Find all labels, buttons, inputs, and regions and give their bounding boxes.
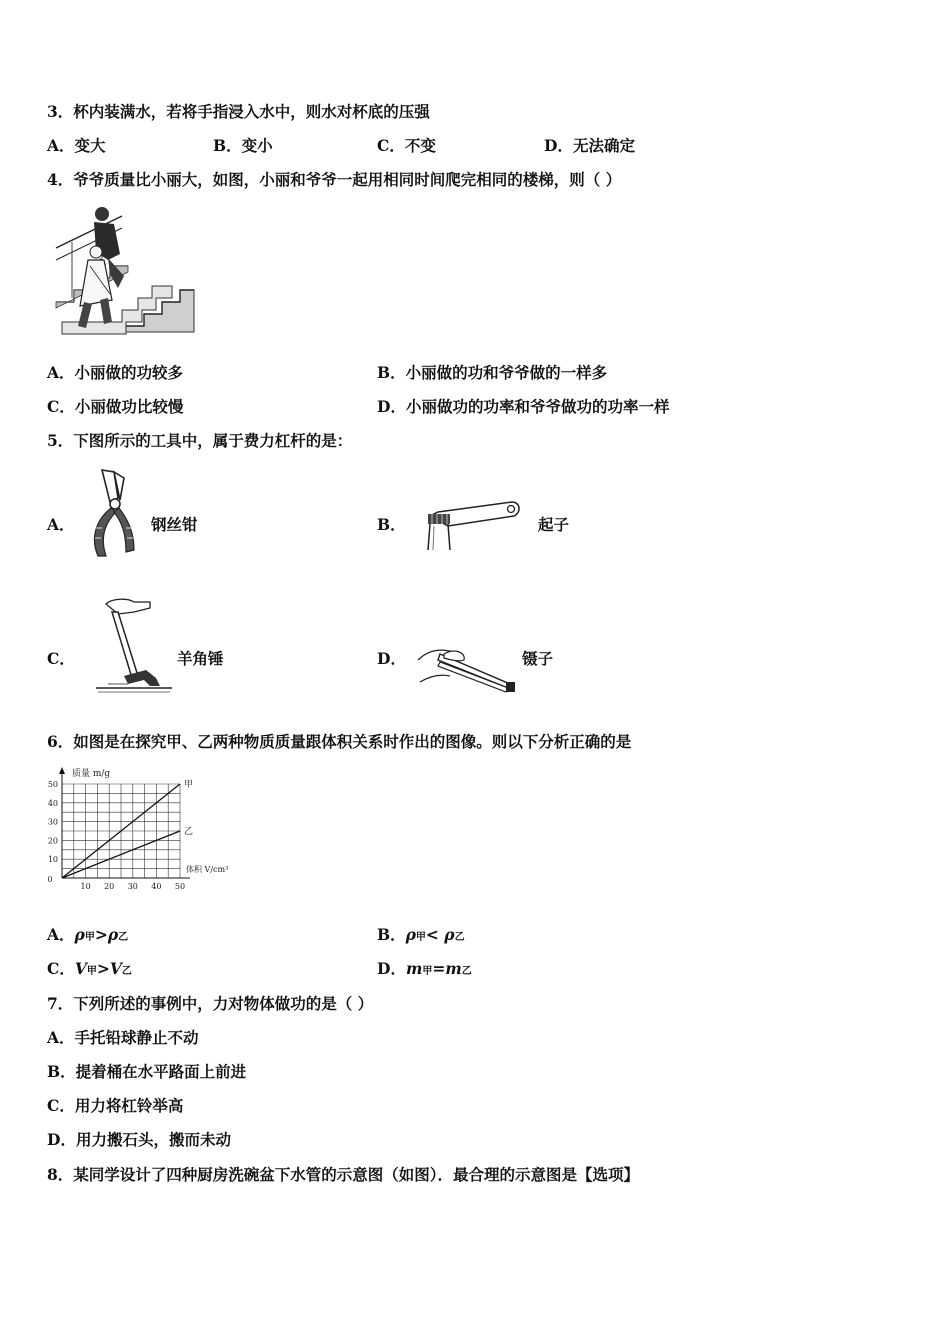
q5-letter-c: C． [47,649,75,668]
q6-option-d-m2: =m [432,959,462,978]
q3-option-d: D．无法确定 [544,136,635,155]
q6-option-d-letter: D． [377,959,406,978]
q6-option-b [377,925,465,948]
q6-option-a-sub1: 甲 [84,932,95,943]
q6-option-b-sub1: 甲 [415,932,426,943]
q8-stem: 8．某同学设计了四种厨房洗碗盆下水管的示意图（如图）．最合理的示意图是【选项】 [47,1165,640,1184]
mass-volume-chart [42,760,252,895]
q4-option-c: C．小丽做功比较慢 [47,397,184,416]
q6-option-c-sub2: 乙 [121,966,132,977]
q5-tool-b: 起子 [538,515,570,534]
q3-option-b: B．变小 [213,136,273,155]
q6-option-d [377,959,472,982]
x-tick-label: 30 [127,882,138,891]
q7-option-a: A．手托铅球静止不动 [47,1028,199,1047]
q3-option-c: C．不变 [377,136,436,155]
q6-option-c [47,959,132,982]
q6-option-b-rho1: ρ [405,925,416,944]
series-label: 乙 [184,827,194,837]
q5-stem: 5．下图所示的工具中，属于费力杠杆的是： [47,431,353,450]
q6-option-d-sub2: 乙 [461,966,472,977]
q6-option-b-letter: B． [377,925,406,944]
q5-tool-c: 羊角锤 [177,649,224,668]
q5-letter-a: A． [47,515,75,534]
q4-stem: 4．爷爷质量比小丽大，如图，小丽和爷爷一起用相同时间爬完相同的楼梯，则（ ） [47,170,622,189]
q6-stem: 6．如图是在探究甲、乙两种物质质量跟体积关系时作出的图像。则以下分析正确的是 [47,732,632,751]
q6-option-c-v2: >V [96,959,122,978]
q6-option-b-sub2: 乙 [454,932,465,943]
y-tick-label: 40 [47,798,58,808]
q3-option-a: A．变大 [47,136,106,155]
q7-stem: 7．下列所述的事例中，力对物体做功的是（ ） [47,994,374,1013]
q5-letter-b: B． [377,515,406,534]
q3-stem: 3．杯内装满水，若将手指浸入水中，则水对杯底的压强 [47,102,430,121]
y-axis-label: 质量 m/g [72,769,111,779]
q6-option-a-sub2: 乙 [118,932,129,943]
q6-option-d-sub1: 甲 [422,966,433,977]
y-tick-label: 10 [47,855,58,865]
q5-letter-d: D． [377,649,406,668]
tweezers-icon [414,640,518,694]
q4-option-b: B．小丽做的功和爷爷做的一样多 [377,363,608,382]
q6-option-a-letter: A． [47,925,75,944]
q6-option-c-v1: V [74,959,87,978]
q7-option-c: C．用力将杠铃举高 [47,1096,184,1115]
q7-option-d: D．用力搬石头，搬而未动 [47,1130,231,1149]
q6-option-a [47,925,128,948]
q6-option-c-sub1: 甲 [86,966,97,977]
pliers-icon [84,468,144,560]
q5-tool-d: 镊子 [522,649,554,668]
x-tick-label: 40 [151,882,162,891]
stairs-climbing-figure [52,202,198,340]
q7-option-b: B．提着桶在水平路面上前进 [47,1062,247,1081]
q4-option-a: A．小丽做的功较多 [47,363,184,382]
claw-hammer-icon [94,598,174,694]
x-tick-label: 10 [80,882,91,891]
q5-tool-a: 钢丝钳 [151,515,198,534]
y-tick-label: 20 [47,836,58,846]
q4-option-d: D．小丽做功的功率和爷爷做功的功率一样 [377,397,670,416]
y-tick-label: 30 [47,817,58,827]
x-tick-label: 20 [104,882,115,891]
series-label: 甲 [184,780,194,790]
q6-option-b-rho2: < ρ [425,925,455,944]
x-tick-label: 50 [174,882,186,891]
x-axis-label: 体积 V/cm³ [186,865,229,874]
q6-option-a-rho2: >ρ [94,925,119,944]
origin-label: 0 [47,875,53,884]
q6-option-a-rho1: ρ [74,925,85,944]
y-tick-label: 50 [47,780,58,789]
bottle-opener-icon [424,496,524,552]
q6-option-c-letter: C． [47,959,75,978]
q6-option-d-m1: m [405,959,423,978]
